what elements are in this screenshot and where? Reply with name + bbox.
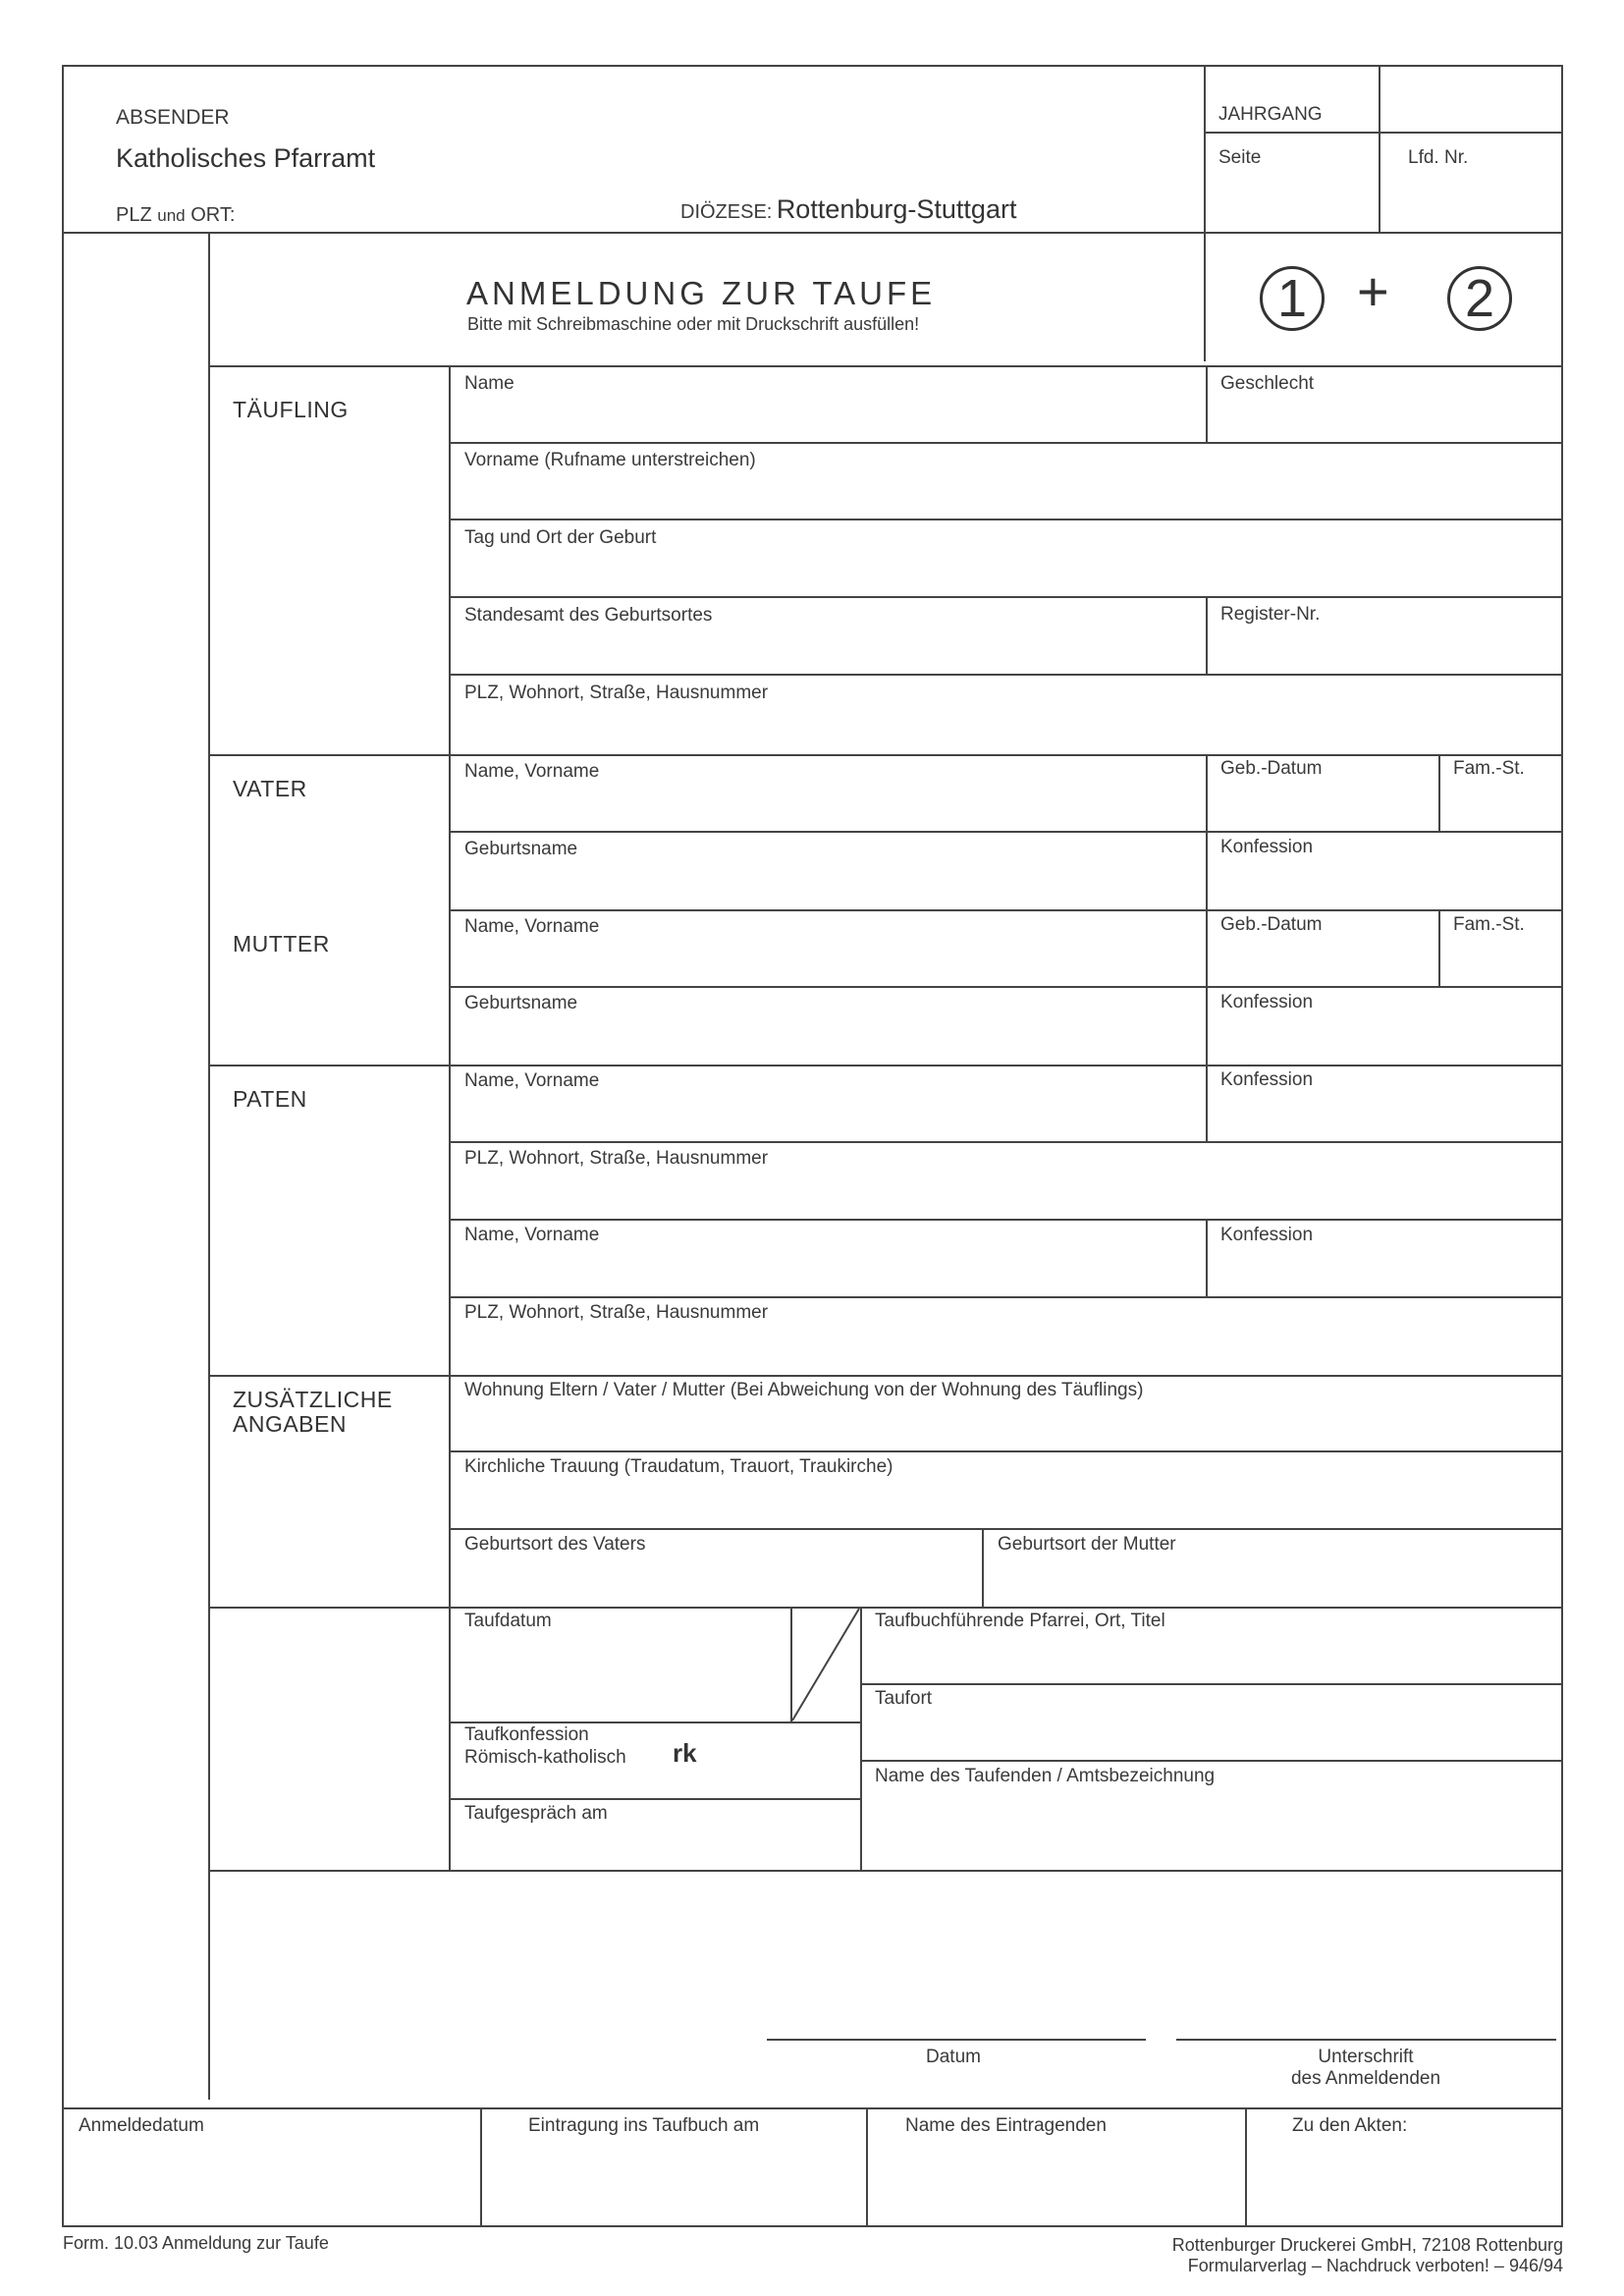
mutter-geburtsname-label: Geburtsname — [464, 993, 578, 1013]
taufort-label: Taufort — [875, 1688, 933, 1709]
taufkonfession-label: Taufkonfession — [464, 1724, 589, 1745]
geschlecht-divider — [1206, 365, 1208, 442]
row-line — [449, 674, 1561, 676]
dioezese-label: DIÖZESE: — [680, 201, 773, 223]
frame-bottom — [62, 2225, 1563, 2227]
form-instruction: Bitte mit Schreibmaschine oder mit Druckschrift ausfüllen! — [467, 314, 920, 334]
form-number: Form. 10.03 Anmeldung zur Taufe — [63, 2233, 329, 2253]
trauung-label: Kirchliche Trauung (Traudatum, Trauort, Traukirche) — [464, 1456, 893, 1477]
form-title: ANMELDUNG ZUR TAUFE — [466, 275, 937, 311]
admin-divider-2 — [866, 2107, 868, 2225]
field-column-line — [449, 365, 451, 1872]
section-taeufling: TÄUFLING — [233, 397, 349, 422]
section-paten: PATEN — [233, 1086, 307, 1112]
taeufling-register-label: Register-Nr. — [1220, 604, 1321, 625]
row-line — [449, 442, 1561, 444]
section-mutter: MUTTER — [233, 931, 330, 957]
section-line-paten — [208, 1065, 1561, 1066]
eltern-divider — [1206, 754, 1208, 1065]
taeufling-name-label: Name — [464, 373, 514, 394]
vater-konfession-label: Konfession — [1220, 837, 1314, 857]
vater-geburtsname-label: Geburtsname — [464, 839, 578, 859]
row-line — [449, 596, 1561, 598]
wohnung-eltern-label: Wohnung Eltern / Vater / Mutter (Bei Abweichung von der Wohnung des Täuflings) — [464, 1380, 1144, 1400]
frame-right — [1561, 65, 1563, 2227]
copy-one-circle — [1260, 266, 1325, 331]
plz-ort-label — [116, 204, 235, 227]
geburtsort-divider — [982, 1528, 984, 1607]
des-anmeldenden-label: des Anmeldenden — [1290, 2068, 1441, 2089]
pate1-name-label: Name, Vorname — [464, 1070, 600, 1091]
reprint-notice: Formularverlag – Nachdruck verboten! – 946/94 — [1187, 2256, 1563, 2275]
vater-famst-label: Fam.-St. — [1453, 758, 1525, 779]
mutter-gebdatum-label: Geb.-Datum — [1220, 914, 1323, 935]
taufkonfession-code: rk — [673, 1738, 697, 1768]
section-vater: VATER — [233, 776, 307, 801]
row-line — [449, 519, 1561, 520]
publisher: Rottenburger Druckerei GmbH, 72108 Rottenburg — [1171, 2235, 1563, 2255]
copy-one-number: 1 — [1276, 269, 1308, 328]
pate2-adresse-label: PLZ, Wohnort, Straße, Hausnummer — [464, 1302, 769, 1323]
row-line — [449, 1528, 1561, 1530]
frame-left — [62, 67, 64, 2227]
copy-two-circle — [1447, 266, 1512, 331]
section-line-signature — [208, 1870, 1561, 1872]
row-line — [449, 1798, 861, 1800]
taufpfarrei-label: Taufbuchführende Pfarrei, Ort, Titel — [875, 1611, 1165, 1631]
row-line — [449, 1296, 1561, 1298]
paten-divider-1 — [1206, 1065, 1208, 1141]
taufender-label: Name des Taufenden / Amtsbezeichnung — [875, 1766, 1216, 1786]
unterschrift-signature-line — [1176, 2039, 1556, 2041]
row-line — [449, 1141, 1561, 1143]
taufkonfession-value: Römisch-katholisch — [464, 1747, 626, 1768]
row-line — [449, 1219, 1561, 1221]
jahrgang-line — [1204, 132, 1561, 134]
taufdatum-diagonal — [790, 1607, 861, 1722]
frame-top — [62, 65, 1563, 67]
pate1-konfession-label: Konfession — [1220, 1069, 1314, 1090]
row-line — [449, 831, 1561, 833]
mutter-famst-label: Fam.-St. — [1453, 914, 1525, 935]
vater-name-label: Name, Vorname — [464, 761, 600, 782]
datum-signature-line — [767, 2039, 1146, 2041]
anmeldedatum-label: Anmeldedatum — [79, 2115, 204, 2136]
section-line-zusatz — [208, 1375, 1561, 1377]
register-divider — [1206, 596, 1208, 674]
dioezese — [680, 194, 1016, 225]
taeufling-geschlecht-label: Geschlecht — [1220, 373, 1315, 394]
mutter-konfession-label: Konfession — [1220, 992, 1314, 1012]
pate2-konfession-label: Konfession — [1220, 1225, 1314, 1245]
row-line — [449, 1450, 1561, 1452]
geburtsort-vater-label: Geburtsort des Vaters — [464, 1534, 646, 1555]
zu-den-akten-label: Zu den Akten: — [1292, 2115, 1408, 2136]
famst-divider-vater — [1438, 754, 1440, 831]
plz-label: PLZ — [116, 204, 152, 226]
und-label: und — [157, 206, 186, 225]
ort-label: ORT: — [190, 204, 236, 226]
pate1-adresse-label: PLZ, Wohnort, Straße, Hausnummer — [464, 1148, 769, 1169]
datum-label: Datum — [926, 2047, 981, 2067]
section-angaben: ANGABEN — [233, 1411, 347, 1437]
section-line-vater — [208, 754, 1561, 756]
title-bottom — [208, 365, 1561, 367]
taeufling-vorname-label: Vorname (Rufname unterstreichen) — [464, 450, 756, 470]
admin-divider-1 — [480, 2107, 482, 2225]
left-column-line — [208, 232, 210, 2100]
plus-icon: + — [1357, 260, 1389, 322]
geburtsort-mutter-label: Geburtsort der Mutter — [998, 1534, 1176, 1555]
taufdatum-label: Taufdatum — [464, 1611, 552, 1631]
eintragung-label: Eintragung ins Taufbuch am — [528, 2115, 760, 2136]
row-line — [449, 909, 1561, 911]
taeufling-standesamt-label: Standesamt des Geburtsortes — [464, 605, 713, 626]
taeufling-adresse-label: PLZ, Wohnort, Straße, Hausnummer — [464, 683, 769, 703]
pfarramt-name: Katholisches Pfarramt — [116, 143, 376, 173]
header-bottom — [62, 232, 1563, 234]
pate2-name-label: Name, Vorname — [464, 1225, 600, 1245]
admin-row-top — [62, 2107, 1563, 2109]
unterschrift-label: Unterschrift — [1318, 2047, 1414, 2067]
section-zusaetzlich: ZUSÄTZLICHE — [233, 1387, 393, 1412]
famst-divider-mutter — [1438, 909, 1440, 986]
absender-label: ABSENDER — [116, 106, 230, 129]
jahrgang-label: JAHRGANG — [1218, 104, 1323, 125]
jahrgang-divider — [1379, 65, 1380, 232]
vater-gebdatum-label: Geb.-Datum — [1220, 758, 1323, 779]
admin-divider-3 — [1245, 2107, 1247, 2225]
lfd-nr-label: Lfd. Nr. — [1408, 147, 1469, 168]
taeufling-geburt-label: Tag und Ort der Geburt — [464, 527, 657, 548]
section-line-taufe — [208, 1607, 1561, 1609]
dioezese-value: Rottenburg-Stuttgart — [776, 194, 1017, 224]
row-line — [449, 986, 1561, 988]
paten-divider-2 — [1206, 1219, 1208, 1296]
row-line — [860, 1760, 1561, 1762]
header-divider — [1204, 65, 1206, 361]
taufgespraech-label: Taufgespräch am — [464, 1803, 608, 1824]
mutter-name-label: Name, Vorname — [464, 916, 600, 937]
seite-label: Seite — [1218, 147, 1262, 168]
eintragender-label: Name des Eintragenden — [905, 2115, 1107, 2136]
copy-two-number: 2 — [1464, 269, 1495, 328]
row-line — [860, 1683, 1561, 1685]
